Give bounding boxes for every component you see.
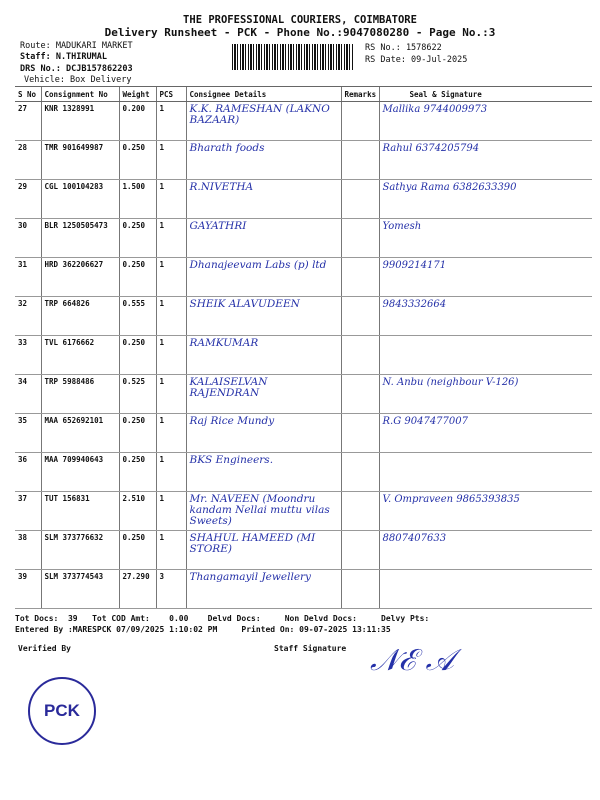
cell-consignment-no: TUT 156831 bbox=[41, 492, 119, 531]
cell-consignment-no: MAA 652692101 bbox=[41, 414, 119, 453]
cell-consignee: Bharath foods bbox=[186, 141, 341, 180]
col-remarks: Remarks bbox=[341, 87, 379, 102]
cell-consignee: Raj Rice Mundy bbox=[186, 414, 341, 453]
cell-remarks bbox=[341, 453, 379, 492]
cell-sno: 31 bbox=[15, 258, 41, 297]
cell-remarks bbox=[341, 414, 379, 453]
cell-weight: 0.250 bbox=[119, 414, 156, 453]
table-row bbox=[15, 570, 592, 609]
cell-remarks bbox=[341, 258, 379, 297]
cell-sno: 36 bbox=[15, 453, 41, 492]
table-row bbox=[15, 414, 592, 453]
col-pcs: PCS bbox=[156, 87, 186, 102]
vehicle: Vehicle: Box Delivery bbox=[24, 75, 132, 85]
cell-pcs: 1 bbox=[156, 453, 186, 492]
cell-signature: Mallika 9744009973 bbox=[379, 102, 592, 141]
cell-consignee: SHEIK ALAVUDEEN bbox=[186, 297, 341, 336]
cell-signature: 9909214171 bbox=[379, 258, 592, 297]
cell-weight: 0.250 bbox=[119, 336, 156, 375]
cell-consignment-no: TRP 5988486 bbox=[41, 375, 119, 414]
cell-consignment-no: MAA 709940643 bbox=[41, 453, 119, 492]
cell-signature: Rahul 6374205794 bbox=[379, 141, 592, 180]
signature-area bbox=[15, 643, 592, 753]
cell-consignee: KALAISELVAN RAJENDRAN bbox=[186, 375, 341, 414]
table-row bbox=[15, 375, 592, 414]
cell-remarks bbox=[341, 375, 379, 414]
cell-signature: N. Anbu (neighbour V-126) bbox=[379, 375, 592, 414]
staff: Staff: N.THIRUMAL bbox=[20, 52, 107, 62]
cell-sno: 32 bbox=[15, 297, 41, 336]
cell-consignment-no: SLM 373776632 bbox=[41, 531, 119, 570]
totals: Tot Docs: 39 Tot COD Amt: 0.00 Delvd Docs: Non Delvd Docs: Delvy Pts: bbox=[15, 614, 430, 623]
runsheet-body bbox=[15, 86, 592, 753]
cell-consignee: K.K. RAMESHAN (LAKNO BAZAAR) bbox=[186, 102, 341, 141]
cell-weight: 27.290 bbox=[119, 570, 156, 609]
cell-consignee: Mr. NAVEEN (Moondru kandam Nellai muttu vilas Sweets) bbox=[186, 492, 341, 531]
cell-consignment-no: TVL 6176662 bbox=[41, 336, 119, 375]
company-title: THE PROFESSIONAL COURIERS, COIMBATORE bbox=[183, 14, 417, 26]
cell-pcs: 1 bbox=[156, 102, 186, 141]
barcode bbox=[232, 44, 354, 70]
cell-signature: V. Ompraveen 9865393835 bbox=[379, 492, 592, 531]
runsheet-table bbox=[15, 86, 592, 609]
staff-signature-scribble: 𝒩ℰ 𝒜 bbox=[370, 643, 454, 678]
col-sno: S No bbox=[15, 87, 41, 102]
cell-consignment-no: CGL 100104283 bbox=[41, 180, 119, 219]
col-consignment: Consignment No bbox=[41, 87, 119, 102]
cell-pcs: 1 bbox=[156, 531, 186, 570]
cell-signature bbox=[379, 336, 592, 375]
col-signature: Seal & Signature bbox=[379, 87, 592, 102]
cell-pcs: 1 bbox=[156, 375, 186, 414]
cell-weight: 0.250 bbox=[119, 531, 156, 570]
cell-weight: 0.250 bbox=[119, 219, 156, 258]
cell-weight: 0.200 bbox=[119, 102, 156, 141]
cell-remarks bbox=[341, 492, 379, 531]
cell-weight: 0.250 bbox=[119, 453, 156, 492]
route: Route: MADUKARI MARKET bbox=[20, 41, 133, 51]
rs-date: RS Date: 09-Jul-2025 bbox=[365, 55, 468, 65]
cell-sno: 29 bbox=[15, 180, 41, 219]
table-row bbox=[15, 336, 592, 375]
cell-consignment-no: TRP 664826 bbox=[41, 297, 119, 336]
cell-consignment-no: TMR 901649987 bbox=[41, 141, 119, 180]
cell-pcs: 1 bbox=[156, 258, 186, 297]
table-row bbox=[15, 258, 592, 297]
cell-consignee: R.NIVETHA bbox=[186, 180, 341, 219]
cell-sno: 27 bbox=[15, 102, 41, 141]
cell-sno: 34 bbox=[15, 375, 41, 414]
cell-pcs: 1 bbox=[156, 492, 186, 531]
cell-signature: 8807407633 bbox=[379, 531, 592, 570]
cell-sno: 30 bbox=[15, 219, 41, 258]
cell-consignment-no: HRD 362206627 bbox=[41, 258, 119, 297]
cell-sno: 39 bbox=[15, 570, 41, 609]
cell-weight: 1.500 bbox=[119, 180, 156, 219]
cell-pcs: 1 bbox=[156, 180, 186, 219]
runsheet-subtitle: Delivery Runsheet - PCK - Phone No.:9047080280 - Page No.:3 bbox=[104, 26, 496, 39]
cell-sno: 28 bbox=[15, 141, 41, 180]
cell-pcs: 1 bbox=[156, 297, 186, 336]
cell-consignment-no: KNR 1328991 bbox=[41, 102, 119, 141]
staff-signature-label: Staff Signature bbox=[274, 644, 347, 653]
cell-remarks bbox=[341, 219, 379, 258]
rs-no: RS No.: 1578622 bbox=[365, 43, 442, 53]
entered-by: Entered By :MARESPCK 07/09/2025 1:10:02 PM Printed On: 09-07-2025 13:11:35 bbox=[15, 625, 391, 634]
cell-signature bbox=[379, 570, 592, 609]
cell-signature: Yomesh bbox=[379, 219, 592, 258]
cell-consignee: Thangamayil Jewellery bbox=[186, 570, 341, 609]
cell-consignee: RAMKUMAR bbox=[186, 336, 341, 375]
cell-sno: 33 bbox=[15, 336, 41, 375]
cell-consignee: BKS Engineers. bbox=[186, 453, 341, 492]
verified-by-label: Verified By bbox=[18, 644, 71, 653]
cell-signature: R.G 9047477007 bbox=[379, 414, 592, 453]
table-row bbox=[15, 453, 592, 492]
cell-remarks bbox=[341, 531, 379, 570]
cell-weight: 0.250 bbox=[119, 258, 156, 297]
cell-consignee: SHAHUL HAMEED (MI STORE) bbox=[186, 531, 341, 570]
cell-remarks bbox=[341, 102, 379, 141]
pck-stamp: PCK bbox=[28, 677, 96, 745]
table-row bbox=[15, 297, 592, 336]
table-row bbox=[15, 531, 592, 570]
table-row bbox=[15, 180, 592, 219]
cell-weight: 0.525 bbox=[119, 375, 156, 414]
table-row bbox=[15, 492, 592, 531]
drs-no: DRS No.: DCJB157862203 bbox=[20, 64, 133, 74]
cell-pcs: 1 bbox=[156, 219, 186, 258]
cell-signature bbox=[379, 453, 592, 492]
cell-pcs: 3 bbox=[156, 570, 186, 609]
cell-pcs: 1 bbox=[156, 336, 186, 375]
cell-sno: 38 bbox=[15, 531, 41, 570]
cell-remarks bbox=[341, 570, 379, 609]
cell-signature: Sathya Rama 6382633390 bbox=[379, 180, 592, 219]
cell-remarks bbox=[341, 180, 379, 219]
col-weight: Weight bbox=[119, 87, 156, 102]
table-row bbox=[15, 141, 592, 180]
cell-consignee: Dhanajeevam Labs (p) ltd bbox=[186, 258, 341, 297]
cell-signature: 9843332664 bbox=[379, 297, 592, 336]
cell-sno: 35 bbox=[15, 414, 41, 453]
cell-remarks bbox=[341, 141, 379, 180]
cell-consignment-no: SLM 373774543 bbox=[41, 570, 119, 609]
cell-consignment-no: BLR 1250505473 bbox=[41, 219, 119, 258]
cell-weight: 2.510 bbox=[119, 492, 156, 531]
cell-pcs: 1 bbox=[156, 414, 186, 453]
table-row bbox=[15, 102, 592, 141]
cell-sno: 37 bbox=[15, 492, 41, 531]
cell-remarks bbox=[341, 297, 379, 336]
cell-consignee: GAYATHRI bbox=[186, 219, 341, 258]
col-consignee: Consignee Details bbox=[186, 87, 341, 102]
cell-pcs: 1 bbox=[156, 141, 186, 180]
cell-weight: 0.555 bbox=[119, 297, 156, 336]
cell-remarks bbox=[341, 336, 379, 375]
cell-weight: 0.250 bbox=[119, 141, 156, 180]
table-row bbox=[15, 219, 592, 258]
